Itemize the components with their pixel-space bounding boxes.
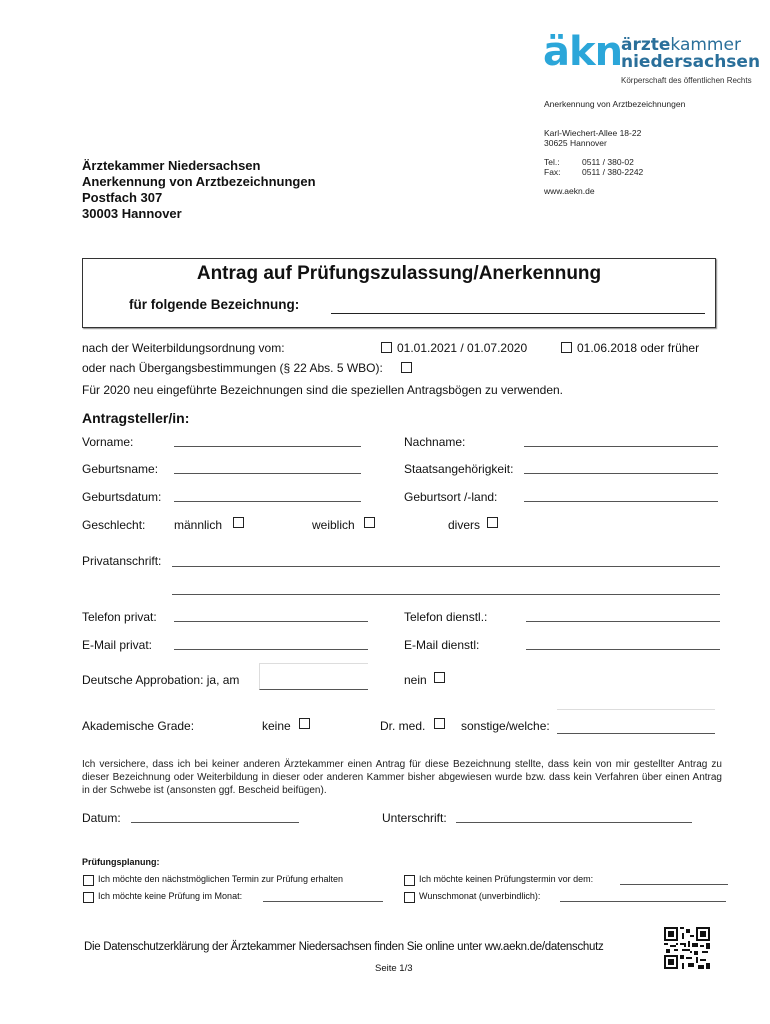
city-address: 30625 Hannover — [544, 138, 607, 148]
street-address: Karl-Wiechert-Allee 18-22 — [544, 128, 642, 138]
privatanschrift-field-2[interactable] — [172, 594, 720, 595]
geburtsdatum-field[interactable] — [174, 501, 361, 502]
geburtsname-label: Geburtsname: — [82, 462, 159, 476]
divers-checkbox[interactable] — [487, 517, 498, 528]
nachname-field[interactable] — [524, 446, 718, 447]
weiblich-checkbox[interactable] — [364, 517, 375, 528]
planning-opt4-label: Wunschmonat (unverbindlich): — [419, 891, 541, 901]
planning-opt4-field[interactable] — [560, 901, 726, 902]
order-2021-checkbox[interactable] — [381, 342, 392, 353]
order-2018-label: 01.06.2018 oder früher — [577, 341, 700, 355]
qr-code-icon — [664, 927, 710, 969]
dr-med-checkbox[interactable] — [434, 718, 445, 729]
recipient-line2: Anerkennung von Arztbezeichnungen — [82, 174, 316, 189]
telefon-privat-label: Telefon privat: — [82, 610, 157, 624]
logo-text-line1: ärztekammer — [621, 35, 741, 55]
sonstige-field[interactable] — [557, 709, 715, 734]
logo-subtitle: Körperschaft des öffentlichen Rechts — [621, 76, 752, 85]
telefon-dienstl-label: Telefon dienstl.: — [404, 610, 488, 624]
datum-field[interactable] — [131, 822, 299, 823]
divers-label: divers — [448, 518, 481, 532]
weiblich-label: weiblich — [312, 518, 355, 532]
planning-opt2-field[interactable] — [620, 884, 728, 885]
declaration-text: Ich versichere, dass ich bei keiner anderen Ärztekammer einen Antrag für diese Bezeichnung stellte, dass kein von mir gestellter Antrag zu dieser Bezeichnung oder Weiterbildung in dieser oder anderen Kammer bisher abgewiesen wurde bzw. dass kein Verfahren über einen Antrag in der Schwebe ist (ansonsten ggf. Bescheid beifügen). — [82, 759, 722, 796]
recipient-line3: Postfach 307 — [82, 190, 163, 205]
page-title: Antrag auf Prüfungszulassung/Anerkennung — [196, 263, 602, 284]
planning-opt1-checkbox[interactable] — [83, 875, 94, 886]
sonstige-label: sonstige/welche: — [461, 719, 550, 733]
planning-opt3-label: Ich möchte keine Prüfung im Monat: — [98, 891, 243, 901]
privatanschrift-label: Privatanschrift: — [82, 554, 162, 568]
approbation-label: Deutsche Approbation: ja, am — [82, 673, 240, 687]
unterschrift-field[interactable] — [456, 822, 692, 823]
maennlich-checkbox[interactable] — [233, 517, 244, 528]
keine-checkbox[interactable] — [299, 718, 310, 729]
page-number: Seite 1/3 — [375, 963, 413, 974]
logo-text-line2: niedersachsen — [621, 52, 761, 72]
nein-label: nein — [404, 673, 427, 687]
department-name: Anerkennung von Arztbezeichnungen — [544, 99, 686, 109]
email-dienstl-field[interactable] — [526, 649, 720, 650]
telefon-dienstl-field[interactable] — [526, 621, 720, 622]
order-note: Für 2020 neu eingeführte Bezeichnungen sind die speziellen Antragsbögen zu verwenden. — [82, 383, 564, 397]
email-privat-field[interactable] — [174, 649, 368, 650]
nachname-label: Nachname: — [404, 435, 466, 449]
fax-value: 0511 / 380-2242 — [582, 167, 644, 177]
vorname-field[interactable] — [174, 446, 361, 447]
order-2018-checkbox[interactable] — [561, 342, 572, 353]
recipient-line1: Ärztekammer Niedersachsen — [82, 158, 261, 173]
planning-opt3-field[interactable] — [263, 901, 383, 902]
website[interactable]: www.aekn.de — [544, 186, 595, 196]
recipient-address — [82, 158, 316, 222]
dr-med-label: Dr. med. — [380, 719, 426, 733]
logo-mark: äkn — [543, 29, 623, 75]
maennlich-label: männlich — [174, 518, 223, 532]
fax-label: Fax: — [544, 167, 561, 177]
applicant-heading: Antragsteller/in: — [82, 410, 190, 426]
datum-label: Datum: — [82, 811, 121, 825]
approbation-date-field[interactable] — [259, 663, 368, 690]
unterschrift-label: Unterschrift: — [382, 811, 447, 825]
planning-opt3-checkbox[interactable] — [83, 892, 94, 903]
transition-checkbox[interactable] — [401, 362, 412, 373]
transition-label: oder nach Übergangsbestimmungen (§ 22 Abs. 5 WBO): — [82, 361, 383, 375]
order-label: nach der Weiterbildungsordnung vom: — [82, 341, 285, 355]
designation-label: für folgende Bezeichnung: — [129, 297, 300, 312]
order-2021-label: 01.01.2021 / 01.07.2020 — [397, 341, 528, 355]
planning-opt2-label: Ich möchte keinen Prüfungstermin vor dem: — [419, 874, 594, 884]
title-box — [82, 258, 716, 328]
staatsangehoerigkeit-field[interactable] — [524, 473, 718, 474]
keine-label: keine — [262, 719, 291, 733]
staatsangehoerigkeit-label: Staatsangehörigkeit: — [404, 462, 514, 476]
privatanschrift-field-1[interactable] — [172, 566, 720, 567]
planning-opt1-label: Ich möchte den nächstmöglichen Termin zur Prüfung erhalten — [98, 874, 343, 884]
telefon-privat-field[interactable] — [174, 621, 368, 622]
geschlecht-label: Geschlecht: — [82, 518, 146, 532]
designation-field[interactable] — [331, 313, 705, 314]
planning-opt2-checkbox[interactable] — [404, 875, 415, 886]
vorname-label: Vorname: — [82, 435, 134, 449]
planning-heading: Prüfungsplanung: — [82, 857, 160, 867]
email-dienstl-label: E-Mail dienstl: — [404, 638, 480, 652]
geburtsort-label: Geburtsort /-land: — [404, 490, 498, 504]
tel-label: Tel.: — [544, 157, 560, 167]
akademische-grade-label: Akademische Grade: — [82, 719, 195, 733]
privacy-notice: Die Datenschutzerklärung der Ärztekammer Niedersachsen finden Sie online unter ww.aekn.de/datenschutz — [84, 941, 604, 953]
geburtsort-field[interactable] — [524, 501, 718, 502]
tel-value: 0511 / 380-02 — [582, 157, 634, 167]
planning-opt4-checkbox[interactable] — [404, 892, 415, 903]
nein-checkbox[interactable] — [434, 672, 445, 683]
email-privat-label: E-Mail privat: — [82, 638, 153, 652]
recipient-line4: 30003 Hannover — [82, 206, 182, 221]
geburtsdatum-label: Geburtsdatum: — [82, 490, 162, 504]
geburtsname-field[interactable] — [174, 473, 361, 474]
